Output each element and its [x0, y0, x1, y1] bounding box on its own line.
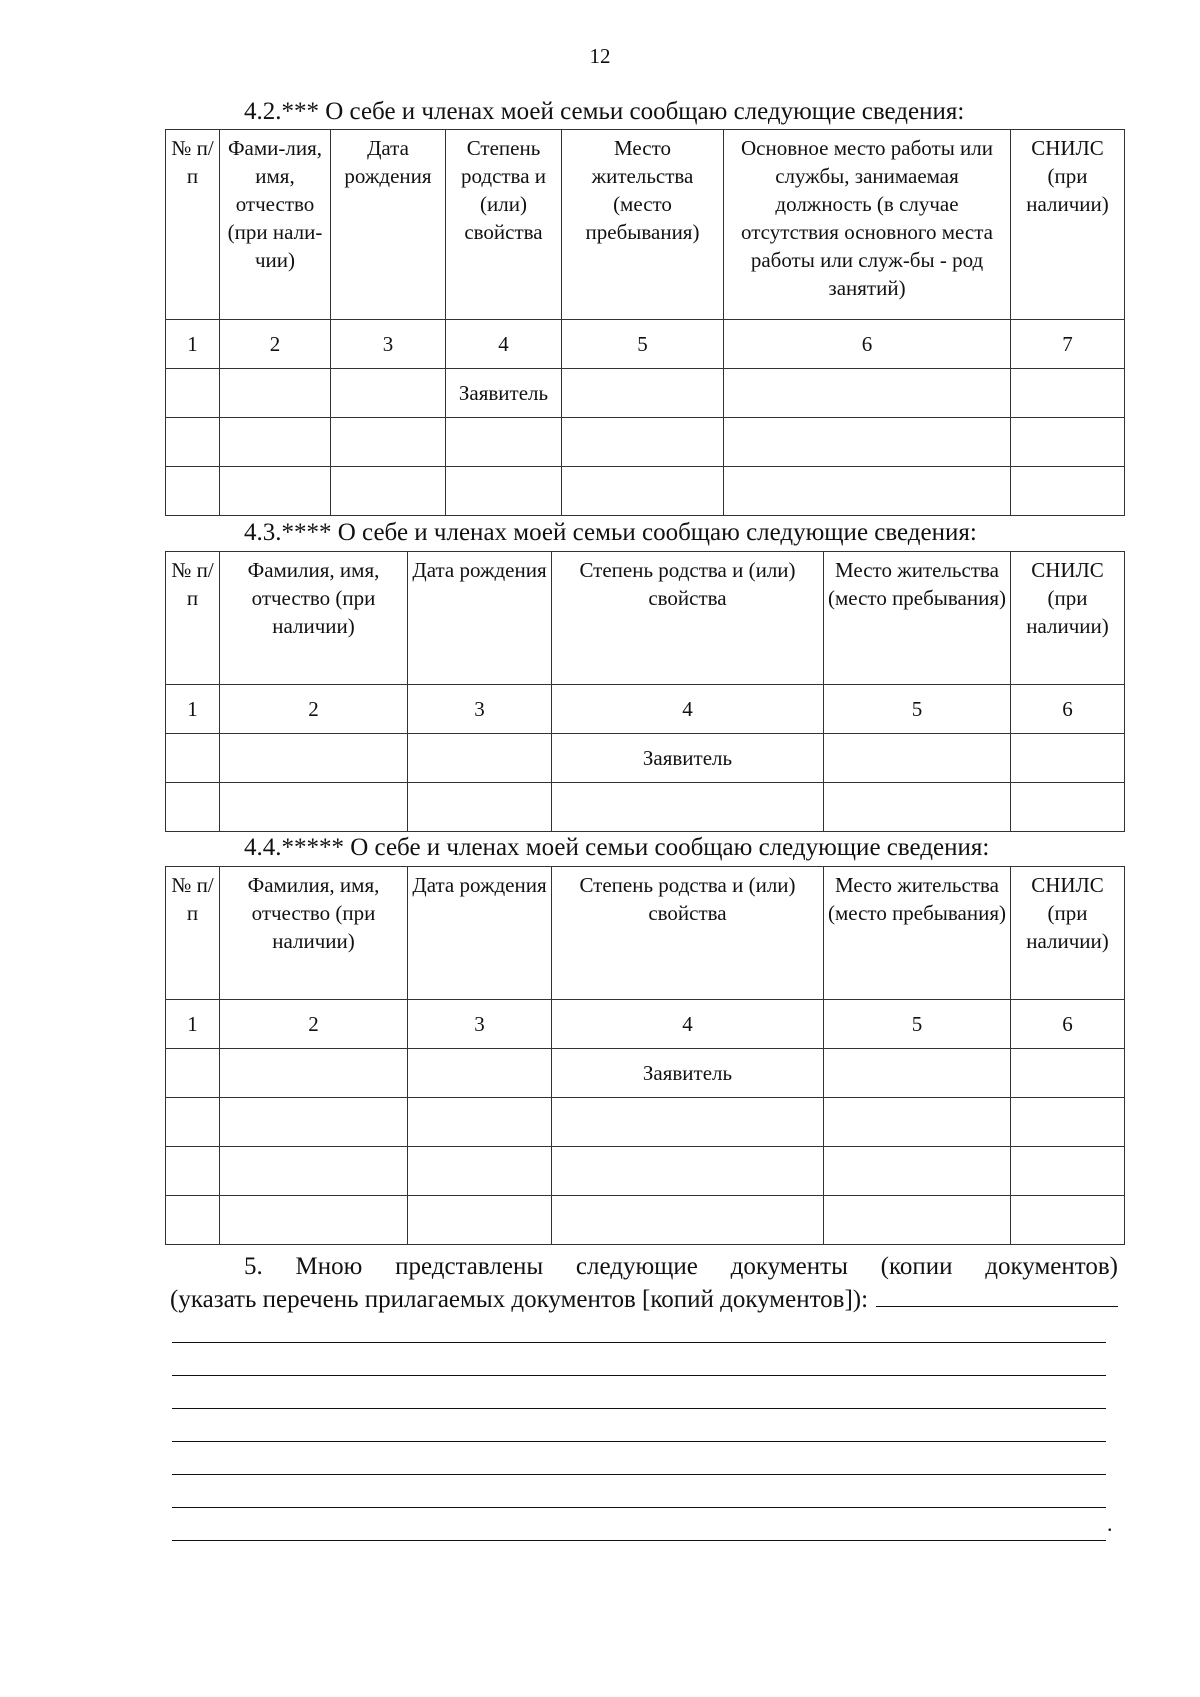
- table-cell[interactable]: [724, 369, 1011, 418]
- table-cell[interactable]: [1011, 1147, 1125, 1196]
- table-cell[interactable]: [1011, 1098, 1125, 1147]
- table-cell[interactable]: [552, 1147, 824, 1196]
- table-row: [166, 783, 1125, 832]
- header-residence: Место жительства (место пребывания): [824, 552, 1011, 685]
- header-relationship: Степень родства и (или) свойства: [446, 130, 562, 320]
- column-number: 5: [562, 320, 724, 369]
- table-cell[interactable]: [408, 1147, 552, 1196]
- table-cell[interactable]: [166, 467, 220, 516]
- table-cell[interactable]: [562, 467, 724, 516]
- table-cell[interactable]: [166, 1196, 220, 1245]
- header-residence: Место жительства (место пребывания): [824, 867, 1011, 1000]
- header-snils: СНИЛС (при наличии): [1011, 867, 1125, 1000]
- table-row: [166, 467, 1125, 516]
- table-cell[interactable]: [166, 734, 220, 783]
- table-row: [166, 734, 1125, 783]
- table-header-row: [166, 867, 1125, 1000]
- table-cell[interactable]: [166, 369, 220, 418]
- column-number: 4: [552, 1000, 824, 1049]
- table-row: [166, 1049, 1125, 1098]
- table-cell[interactable]: [724, 467, 1011, 516]
- column-number: 4: [552, 685, 824, 734]
- documents-intro-text: 5. Мною представлены следующие документы (копии документов): [244, 1253, 1118, 1280]
- documents-instruction-text: (указать перечень прилагаемых документов [копий документов]):: [170, 1286, 869, 1313]
- table-cell[interactable]: [1011, 467, 1125, 516]
- column-number: 1: [166, 685, 220, 734]
- table-cell[interactable]: [166, 1049, 220, 1098]
- table-header-row: [166, 130, 1125, 320]
- table-cell[interactable]: [331, 369, 446, 418]
- column-number: 6: [1011, 1000, 1125, 1049]
- column-number-row: [166, 1000, 1125, 1049]
- table-4-4: [165, 866, 1125, 1245]
- table-cell[interactable]: [1011, 418, 1125, 467]
- column-number: 5: [824, 1000, 1011, 1049]
- table-cell[interactable]: [1011, 1196, 1125, 1245]
- applicant-label: Заявитель: [446, 369, 562, 418]
- table-cell[interactable]: [824, 1049, 1011, 1098]
- column-number: 5: [824, 685, 1011, 734]
- table-cell[interactable]: [408, 783, 552, 832]
- table-cell[interactable]: [1011, 369, 1125, 418]
- table-cell[interactable]: [562, 369, 724, 418]
- table-cell[interactable]: [724, 418, 1011, 467]
- table-cell[interactable]: [446, 467, 562, 516]
- header-number: № п/п: [166, 552, 220, 685]
- table-cell[interactable]: [166, 1098, 220, 1147]
- header-relationship: Степень родства и (или) свойства: [552, 867, 824, 1000]
- table-cell[interactable]: [552, 783, 824, 832]
- documents-instruction-line: [170, 1283, 1118, 1316]
- header-snils: СНИЛС (при наличии): [1011, 552, 1125, 685]
- page-number: 12: [589, 44, 611, 68]
- documents-entry-line[interactable]: [172, 1408, 1106, 1409]
- table-row: [166, 1098, 1125, 1147]
- table-row: [166, 1196, 1125, 1245]
- section-4-4-title: 4.4.***** О себе и членах моей семьи сообщаю следующие сведения:: [244, 834, 990, 861]
- table-cell[interactable]: [408, 1196, 552, 1245]
- table-cell[interactable]: [220, 1049, 408, 1098]
- table-cell[interactable]: [220, 783, 408, 832]
- column-number-row: [166, 685, 1125, 734]
- table-cell[interactable]: [408, 1098, 552, 1147]
- documents-entry-line[interactable]: [172, 1540, 1106, 1541]
- table-cell[interactable]: [331, 418, 446, 467]
- column-number: 6: [1011, 685, 1125, 734]
- table-cell[interactable]: [166, 418, 220, 467]
- header-number: № п/п: [166, 867, 220, 1000]
- table-cell[interactable]: [552, 1196, 824, 1245]
- documents-entry-line[interactable]: [172, 1375, 1106, 1376]
- documents-entry-line[interactable]: [172, 1474, 1106, 1475]
- table-cell[interactable]: [1011, 734, 1125, 783]
- documents-entry-line[interactable]: [876, 1284, 1118, 1307]
- column-number: 1: [166, 1000, 220, 1049]
- column-number: 4: [446, 320, 562, 369]
- table-cell[interactable]: [824, 1147, 1011, 1196]
- table-cell[interactable]: [824, 1098, 1011, 1147]
- header-workplace: Основное место работы или службы, занимаемая должность (в случае отсутствия основного места работы или служ-бы - род занятий): [724, 130, 1011, 320]
- table-cell[interactable]: [220, 1147, 408, 1196]
- table-4-2: [165, 129, 1125, 516]
- column-number: 2: [220, 320, 331, 369]
- table-cell[interactable]: [408, 1049, 552, 1098]
- header-number: № п/п: [166, 130, 220, 320]
- documents-entry-line[interactable]: [172, 1441, 1106, 1442]
- table-4-3: [165, 551, 1125, 832]
- table-cell[interactable]: [220, 1196, 408, 1245]
- table-cell[interactable]: [562, 418, 724, 467]
- table-cell[interactable]: [166, 1147, 220, 1196]
- table-cell[interactable]: [824, 1196, 1011, 1245]
- header-birth-date: Дата рождения: [408, 552, 552, 685]
- table-cell[interactable]: [408, 734, 552, 783]
- column-number: 2: [220, 1000, 408, 1049]
- table-cell[interactable]: [220, 369, 331, 418]
- applicant-label: Заявитель: [552, 734, 824, 783]
- table-cell[interactable]: [446, 418, 562, 467]
- table-cell[interactable]: [1011, 1049, 1125, 1098]
- applicant-label: Заявитель: [552, 1049, 824, 1098]
- header-birth-date: Дата рождения: [331, 130, 446, 320]
- header-relationship: Степень родства и (или) свойства: [552, 552, 824, 685]
- table-cell[interactable]: [220, 1098, 408, 1147]
- header-full-name: Фами-лия, имя, отчество (при нали-чии): [220, 130, 331, 320]
- column-number: 2: [220, 685, 408, 734]
- table-row: [166, 1147, 1125, 1196]
- table-cell[interactable]: [331, 467, 446, 516]
- table-cell[interactable]: [220, 418, 331, 467]
- table-row: [166, 418, 1125, 467]
- column-number-row: [166, 320, 1125, 369]
- table-row: [166, 369, 1125, 418]
- documents-entry-line[interactable]: [172, 1507, 1106, 1508]
- column-number: 7: [1011, 320, 1125, 369]
- table-header-row: [166, 552, 1125, 685]
- section-4-3-title: 4.3.**** О себе и членах моей семьи сообщаю следующие сведения:: [244, 519, 977, 546]
- header-full-name: Фамилия, имя, отчество (при наличии): [220, 552, 408, 685]
- table-cell[interactable]: [824, 783, 1011, 832]
- documents-paragraph: [170, 1250, 1118, 1316]
- documents-entry-line[interactable]: [172, 1342, 1106, 1343]
- header-full-name: Фамилия, имя, отчество (при наличии): [220, 867, 408, 1000]
- column-number: 3: [408, 685, 552, 734]
- column-number: 3: [408, 1000, 552, 1049]
- header-snils: СНИЛС (при наличии): [1011, 130, 1125, 320]
- column-number: 1: [166, 320, 220, 369]
- table-cell[interactable]: [220, 467, 331, 516]
- table-cell[interactable]: [824, 734, 1011, 783]
- table-cell[interactable]: [220, 734, 408, 783]
- section-4-2-title: 4.2.*** О себе и членах моей семьи сообщаю следующие сведения:: [244, 98, 965, 125]
- table-cell[interactable]: [552, 1098, 824, 1147]
- header-residence: Место жительства (место пребывания): [562, 130, 724, 320]
- column-number: 6: [724, 320, 1011, 369]
- table-cell[interactable]: [1011, 783, 1125, 832]
- header-birth-date: Дата рождения: [408, 867, 552, 1000]
- column-number: 3: [331, 320, 446, 369]
- table-cell[interactable]: [166, 783, 220, 832]
- closing-period: .: [1107, 1511, 1113, 1536]
